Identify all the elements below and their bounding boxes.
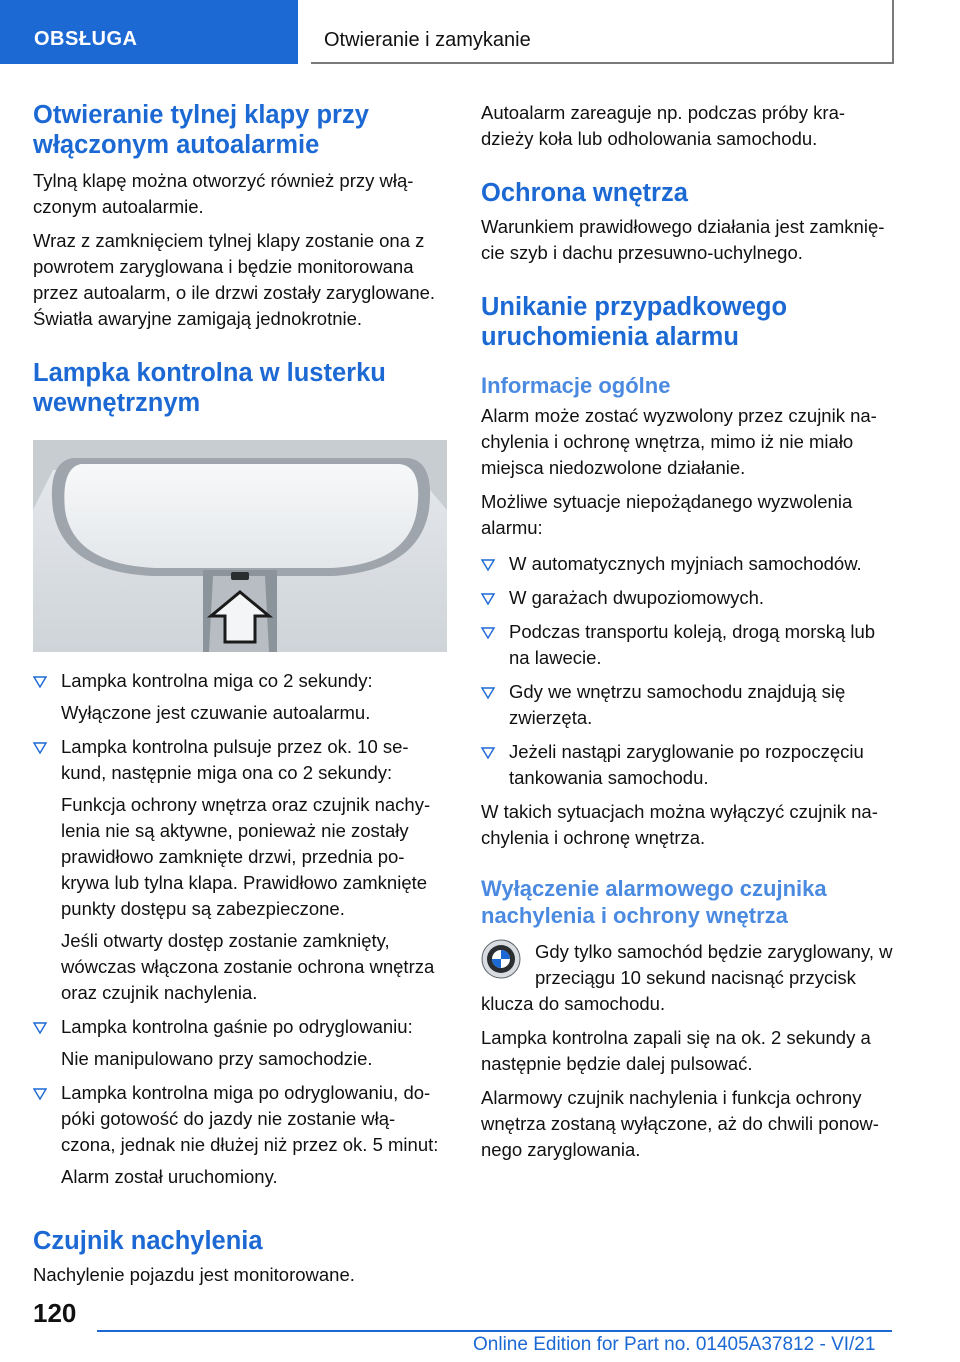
bullet-triangle-icon (481, 686, 495, 700)
bullet-triangle-icon (33, 1021, 47, 1035)
paragraph: Lampka kontrolna zapali się na ok. 2 sekundy a następnie będzie dalej pulsować. (481, 1027, 871, 1074)
list-item-label: Lampka kontrolna gaśnie po odryglowaniu: (61, 1016, 413, 1037)
bullet-triangle-icon (33, 741, 47, 755)
list-item-label: Lampka kontrolna miga co 2 sekundy: (61, 670, 373, 691)
mirror-illustration (33, 440, 447, 652)
list-item (33, 734, 447, 1006)
heading-tailgate-alarm: Otwieranie tylnej klapy przy włączonym autoalarmie (33, 101, 369, 159)
paragraph: Wraz z zamknięciem tylnej klapy zostanie ona z powrotem zaryglowana i będzie monitorowana przez autoalarm, o ile drzwi zostały zaryglowane. Światła awaryjne zamigają jednokrotnie. (33, 230, 436, 329)
list-item-label: Lampka kontrolna miga po odryglowaniu, do-póki gotowość do jazdy nie zostanie włą-czona, jednak nie dłużej niż przez ok. 5 minut: (61, 1082, 439, 1155)
bullet-triangle-icon (481, 558, 495, 572)
list-item (481, 619, 893, 671)
list-item-detail: Nie manipulowano przy samochodzie. (61, 1048, 373, 1069)
key-instruction (481, 939, 893, 1017)
footer-divider (97, 1330, 892, 1332)
subheading-disable-sensor: Wyłączenie alarmowego czujnika nachylenia i ochrony wnętrza (481, 876, 827, 928)
list-item-detail: Jeśli otwarty dostęp zostanie zamknięty, wówczas włączona zostanie ochrona wnętrza oraz czujnik nachylenia. (61, 930, 435, 1003)
list-item-label: W automatycznych myjniach samochodów. (509, 553, 862, 574)
list-item-label: Jeżeli nastąpi zaryglowanie po rozpoczęciu tankowania samochodu. (509, 741, 864, 788)
heading-interior-protection: Ochrona wnętrza (481, 179, 688, 207)
list-item-detail: Funkcja ochrony wnętrza oraz czujnik nachy-lenia nie są aktywne, ponieważ nie zostały prawidłowo zamknięte drzwi, przednia po-krywa lub tylna klapa. Prawidłowo zamknięte punkty dostępu są zabezpieczone. (61, 794, 431, 919)
list-item-detail: Wyłączone jest czuwanie autoalarmu. (61, 702, 371, 723)
paragraph: Alarm może zostać wyzwolony przez czujnik na-chylenia i ochronę wnętrza, mimo iż nie miało miejsca niedozwolone działanie. (481, 405, 877, 478)
bullet-triangle-icon (481, 626, 495, 640)
paragraph: Tylną klapę można otworzyć również przy włą-czonym autoalarmie. (33, 170, 414, 217)
bullet-triangle-icon (33, 1087, 47, 1101)
header-chapter-box (311, 0, 894, 64)
header-section-label: OBSŁUGA (34, 28, 138, 50)
list-item-label: Gdy we wnętrzu samochodu znajdują się zwierzęta. (509, 681, 846, 728)
paragraph: Warunkiem prawidłowego działania jest zamknię-cie szyb i dachu przesuwno-uchylnego. (481, 216, 885, 263)
heading-avoid-false-alarm: Unikanie przypadkowego uruchomienia alarmu (481, 293, 788, 351)
footer-edition: Online Edition for Part no. 01405A37812 - VI/21 (473, 1334, 876, 1355)
bmw-key-icon (481, 939, 521, 979)
list-item-label: Podczas transportu koleją, drogą morską lub na lawecie. (509, 621, 876, 668)
bullet-triangle-icon (33, 675, 47, 689)
bullet-triangle-icon (481, 746, 495, 760)
header-section-tab (0, 0, 298, 64)
heading-tilt-sensor: Czujnik nachylenia (33, 1227, 263, 1255)
paragraph: Możliwe sytuacje niepożądanego wyzwolenia alarmu: (481, 491, 853, 538)
subheading-general-info: Informacje ogólne (481, 373, 671, 398)
bullet-triangle-icon (481, 592, 495, 606)
paragraph: Autoalarm zareaguje np. podczas próby kra-dzieży koła lub odholowania samochodu. (481, 102, 846, 149)
list-item (481, 585, 893, 611)
list-item (481, 551, 893, 577)
left-column (33, 100, 447, 1288)
list-item-detail: Alarm został uruchomiony. (61, 1166, 278, 1187)
right-column (481, 100, 893, 1163)
paragraph: W takich sytuacjach można wyłączyć czujnik na-chylenia i ochronę wnętrza. (481, 801, 878, 848)
list-item-label: Lampka kontrolna pulsuje przez ok. 10 se-kund, następnie miga ona co 2 sekundy: (61, 736, 409, 783)
list-item (33, 1014, 447, 1072)
page-number: 120 (33, 1298, 77, 1328)
list-item-label: W garażach dwupoziomowych. (509, 587, 764, 608)
list-item (33, 668, 447, 726)
paragraph: Gdy tylko samochód będzie zaryglowany, w przeciągu 10 sekund nacisnąć przycisk klucza do samochodu. (481, 941, 893, 1014)
header-chapter-label: Otwieranie i zamykanie (324, 29, 531, 51)
list-item (481, 739, 893, 791)
mirror-image (33, 440, 447, 652)
paragraph: Alarmowy czujnik nachylenia i funkcja ochrony wnętrza zostaną wyłączone, aż do chwili ponow-nego zaryglowania. (481, 1087, 879, 1160)
heading-mirror-lamp: Lampka kontrolna w lusterku wewnętrznym (33, 359, 386, 417)
paragraph: Nachylenie pojazdu jest monitorowane. (33, 1264, 355, 1285)
list-item (481, 679, 893, 731)
lamp-status-list (33, 668, 447, 1190)
false-alarm-list (481, 551, 893, 791)
list-item (33, 1080, 447, 1190)
